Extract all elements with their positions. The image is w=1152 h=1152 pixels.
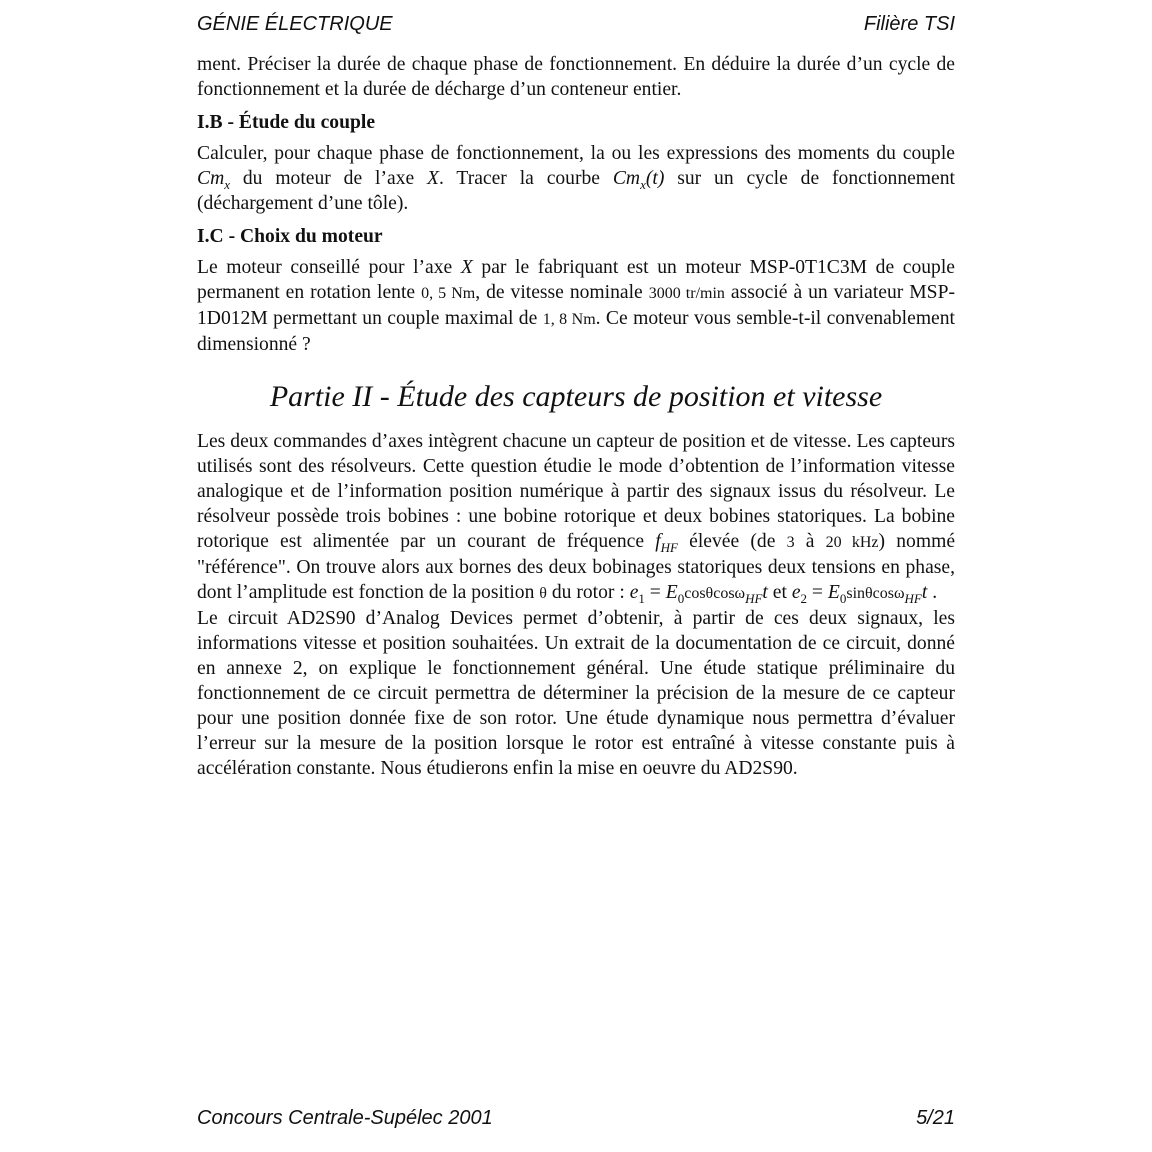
equation-e2: $e_2 = E_0\sin\theta\cos\omega_{HF}t$ — [791, 582, 928, 606]
text-run: du moteur de l’axe — [230, 168, 428, 189]
page-body — [197, 52, 955, 781]
text-run: du rotor : — [546, 582, 630, 603]
text-run: associé à un variateur MSP-1D012M permettant un couple maximal de — [197, 282, 955, 329]
section-ic-paragraph — [197, 255, 955, 357]
text-run: . Ce moteur vous semble-t-il convenablement dimensionné ? — [197, 308, 955, 355]
value-speed-nominal: 3000 tr/min — [648, 285, 725, 302]
equation-e1: $e_1 = E_0\cos\theta\cos\omega_{HF}t$ — [629, 582, 768, 606]
section-heading-ib: I.B - Étude du couple — [197, 112, 376, 133]
running-header — [197, 12, 955, 36]
part2-paragraph-1 — [197, 429, 955, 606]
text-run: Les deux commandes d’axes intègrent chacune un capteur de position et de vitesse. Les capteurs utilisés sont des résolveurs. Cette question étudie le mode d’obtention de l’information vitesse analogique et de l’information position numérique à partir des signaux issus du résolveur. Le résolveur possède trois bobines : une bobine rotorique et deux bobines statoriques. La bobine rotorique est alimentée par un courant de fréquence — [197, 431, 955, 552]
text-run: par le fabriquant est un moteur MSP-0T1C3M de couple permanent en rotation lente — [197, 257, 955, 303]
header-subject: GÉNIE ÉLECTRIQUE — [197, 13, 393, 35]
intro-paragraph: ment. Préciser la durée de chaque phase de fonctionnement. En déduire la durée d’un cycle de fonctionnement et la durée de décharge d’un conteneur entier. — [197, 54, 955, 100]
text-run: et — [767, 582, 792, 603]
running-footer — [197, 1106, 955, 1130]
value-freq-max: 20 kHz — [825, 534, 879, 551]
math-fhf: $f_{HF}$ — [655, 531, 678, 555]
math-theta: θ — [539, 585, 547, 602]
math-x: X — [460, 257, 473, 278]
text-run: à — [794, 531, 826, 552]
value-freq-min: 3 — [786, 534, 795, 551]
text-run: sur un cycle de fonctionnement (déchargement d’une tôle). — [197, 168, 955, 214]
text-run: ) nommé "référence". On trouve alors aux bornes des deux bobinages statoriques deux tensions en phase, dont l’amplitude est fonction de la position — [197, 531, 956, 603]
section-heading-ic: I.C - Choix du moteur — [197, 226, 383, 247]
value-torque-max: 1, 8 Nm — [542, 311, 596, 328]
text-run: Calculer, pour chaque phase de fonctionnement, la ou les expressions des moments du couple — [197, 143, 955, 164]
value-torque-permanent: 0, 5 Nm — [421, 285, 476, 302]
page-number: 5/21 — [916, 1107, 955, 1129]
footer-source: Concours Centrale-Supélec 2001 — [197, 1107, 493, 1129]
math-cm: $Cm_x$ — [197, 168, 231, 192]
math-x: X — [427, 168, 440, 189]
text-run: élevée (de — [678, 531, 787, 552]
part-title: Partie II - Étude des capteurs de position et vitesse — [269, 380, 883, 413]
text-run: . — [927, 582, 938, 603]
text-run: Le moteur conseillé pour l’axe — [197, 257, 461, 278]
math-cm-t: $Cm_x(t)$ — [612, 168, 665, 192]
header-track: Filière TSI — [863, 13, 955, 35]
part2-paragraph-2: Le circuit AD2S90 d’Analog Devices permet d’obtenir, à partir de ces deux signaux, les informations vitesse et position souhaitées. Un extrait de la documentation de ce circuit, donné en annexe 2, on explique le fonctionnement général. Une étude statique préliminaire du fonctionnement de ce circuit permettra de déterminer la précision de la mesure de ce capteur pour une position donnée fixe de son rotor. Une étude dynamique nous permettra d’évaluer l’erreur sur la mesure de la position lorsque le rotor est entraîné à vitesse constante puis à accélération constante. Nous étudierons enfin la mise en oeuvre du AD2S90. — [197, 608, 955, 779]
text-run: . Tracer la courbe — [439, 168, 613, 189]
text-run: , de vitesse nominale — [475, 282, 649, 303]
section-ib-paragraph — [197, 141, 955, 216]
